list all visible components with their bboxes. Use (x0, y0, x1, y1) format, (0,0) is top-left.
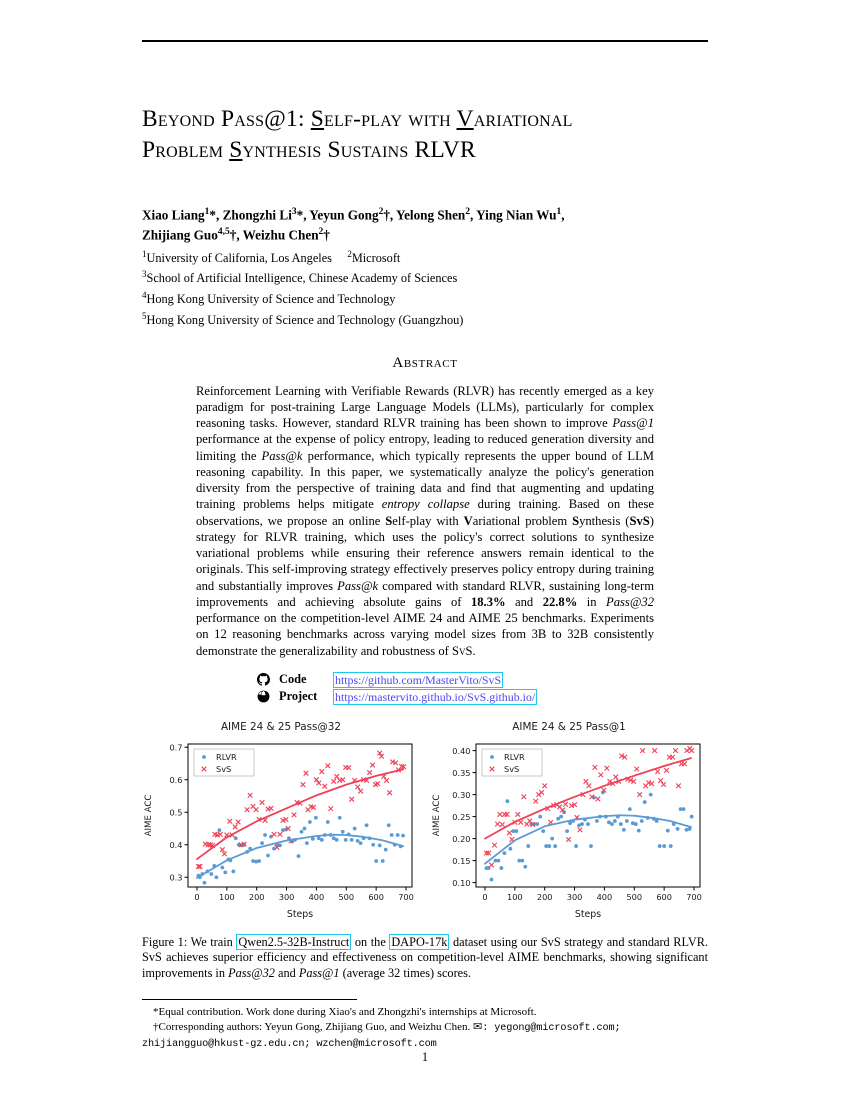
globe-icon (255, 690, 272, 703)
svg-text:AIME ACC: AIME ACC (432, 794, 442, 837)
footnote-rule (142, 999, 357, 1000)
svg-text:700: 700 (398, 891, 414, 902)
caption-prefix: Figure 1: We train (142, 934, 237, 949)
svg-text:RLVR: RLVR (504, 751, 525, 762)
caption-link-qwen[interactable]: Qwen2.5-32B-Instruct (238, 934, 350, 949)
svg-text:0.6: 0.6 (169, 774, 183, 785)
series-RLVR (485, 790, 694, 881)
svg-text:Steps: Steps (574, 908, 602, 920)
figure-1 (142, 721, 708, 921)
svg-text:SvS: SvS (504, 763, 520, 774)
svg-text:300: 300 (278, 891, 295, 902)
svg-text:100: 100 (219, 891, 235, 902)
link-row-project (255, 689, 595, 705)
project-url-link[interactable]: https://mastervito.github.io/SvS.github.io/ (335, 689, 536, 704)
svg-text:300: 300 (566, 891, 583, 902)
svg-text:0.25: 0.25 (452, 811, 471, 822)
svg-text:600: 600 (656, 891, 672, 902)
svg-text:600: 600 (368, 891, 384, 902)
title-line-2: Problem Synthesis Sustains RLVR (142, 137, 476, 163)
svg-text:0: 0 (482, 891, 488, 902)
github-icon (255, 673, 272, 686)
svg-text:200: 200 (536, 891, 553, 902)
figure-caption (142, 935, 708, 982)
footnote-corresponding: †Corresponding authors: Yeyun Gong, Zhijiang Guo, and Weizhu Chen. ✉: yegong@microsoft.com; (153, 1021, 621, 1035)
svg-text:RLVR: RLVR (216, 751, 237, 762)
code-url-link[interactable]: https://github.com/MasterVito/SvS (335, 672, 502, 687)
affiliation-item: $^3$School of Artificial Intelligence, Chinese Academy of Sciences (142, 269, 458, 286)
resource-links (255, 672, 595, 705)
svg-text:0.20: 0.20 (452, 833, 471, 844)
svg-text:0.3: 0.3 (169, 872, 183, 883)
link-label-project: Project (279, 689, 318, 704)
author-line-2: Zhijiang Guo$^{4,5}$†, Weizhu Chen$^2$† (142, 226, 330, 243)
svg-text:0.30: 0.30 (452, 789, 471, 800)
caption-link-dapo[interactable]: DAPO-17k (391, 934, 448, 949)
affiliation-list (142, 246, 708, 329)
svg-text:700: 700 (686, 891, 702, 902)
author-line-1: Xiao Liang$^1$*, Zhongzhi Li$^3$*, Yeyun Gong$^2$†, Yelong Shen$^2$, Ying Nian Wu$^1$, (142, 207, 565, 223)
svg-text:500: 500 (626, 891, 643, 902)
series-RLVR (197, 816, 405, 885)
title-line-1: Beyond Pass@1: Self-play with Variational (142, 106, 573, 132)
abstract-heading: Abstract (392, 354, 458, 371)
author-list (142, 204, 642, 244)
caption-rest: dataset using our SvS strategy and standard RLVR. SvS achieves superior efficiency and effectiveness on competition-level AIME benchmarks, showing significant improvements in Pass@32 and Pass@1 (average 32 times) scores. (142, 934, 709, 980)
link-row-code (255, 672, 595, 688)
svg-text:0.5: 0.5 (169, 807, 183, 818)
page-number: 1 (421, 1050, 429, 1064)
svg-text:0.35: 0.35 (452, 767, 471, 778)
svg-text:SvS: SvS (216, 763, 232, 774)
footnotes (142, 1005, 708, 1053)
svg-text:200: 200 (248, 891, 265, 902)
caption-mid: on the (351, 934, 390, 949)
chart-pass32 (142, 721, 420, 921)
affiliation-item: $^1$University of California, Los Angeles $^2$Microsoft (142, 248, 401, 265)
svg-text:100: 100 (507, 891, 523, 902)
chart-title-pass32: AIME 24 & 25 Pass@32 (220, 720, 342, 733)
svg-text:400: 400 (308, 891, 325, 902)
svg-text:0.15: 0.15 (452, 855, 471, 866)
svg-text:0.10: 0.10 (452, 877, 471, 888)
footnote-emails-line2: zhijiangguo@hkust-gz.edu.cn; wzchen@microsoft.com (142, 1038, 437, 1050)
plot-area-pass32 (142, 736, 420, 921)
footnote-equal-contribution: *Equal contribution. Work done during Xiao's and Zhongzhi's internships at Microsoft. (153, 1005, 537, 1018)
affiliation-item: $^5$Hong Kong University of Science and Technology (Guangzhou) (142, 310, 464, 327)
plot-area-pass1 (430, 736, 708, 921)
link-label-code: Code (279, 672, 307, 687)
paper-content (142, 40, 708, 1053)
chart-title-pass1: AIME 24 & 25 Pass@1 (512, 720, 626, 733)
svg-text:0.7: 0.7 (169, 742, 183, 753)
svg-text:500: 500 (338, 891, 355, 902)
chart-svg (142, 736, 420, 921)
svg-text:0.4: 0.4 (169, 839, 183, 850)
abstract-text: Reinforcement Learning with Verifiable Rewards (RLVR) has recently emerged as a key paradigm for post-training Large Language Models (LLMs), particularly for complex reasoning tasks. However, standard RLVR training has been shown to improve Pass@1 performance at the expense of policy entropy, leading to reduced generation diversity and limiting the Pass@k performance, which typically represents the upper bound of LLM reasoning capability. In this paper, we systematically analyze the policy's generation diversity from the perspective of training data and find that augmenting and updating training problems helps mitigate entropy collapse during training. Based on these observations, we propose an online Self-play with Variational problem Synthesis (SvS) strategy for RLVR training, which uses the policy's correct solutions to synthesize variational problems while ensuring their reference answers remain identical to the originals. This self-improving strategy effectively preserves policy entropy during training and substantially improves Pass@k compared with standard RLVR, sustaining long-term improvements and achieving absolute gains of 18.3% and 22.8% in Pass@32 performance on the competition-level AIME 24 and AIME 25 benchmarks. Experiments on 12 reasoning benchmarks across varying model sizes from 3B to 32B consistently demonstrate the generalizability and robustness of SvS. (196, 383, 655, 658)
svg-text:AIME ACC: AIME ACC (144, 794, 154, 837)
svg-text:400: 400 (596, 891, 613, 902)
svg-text:Steps: Steps (286, 908, 314, 920)
chart-svg (430, 736, 708, 921)
page-title (142, 104, 708, 166)
envelope-icon: ✉ (473, 1021, 483, 1034)
svg-text:0: 0 (194, 891, 200, 902)
chart-pass1 (430, 721, 708, 921)
header-rule (142, 40, 708, 42)
affiliation-item: $^4$Hong Kong University of Science and Technology (142, 290, 396, 307)
svg-text:0.40: 0.40 (452, 745, 471, 756)
